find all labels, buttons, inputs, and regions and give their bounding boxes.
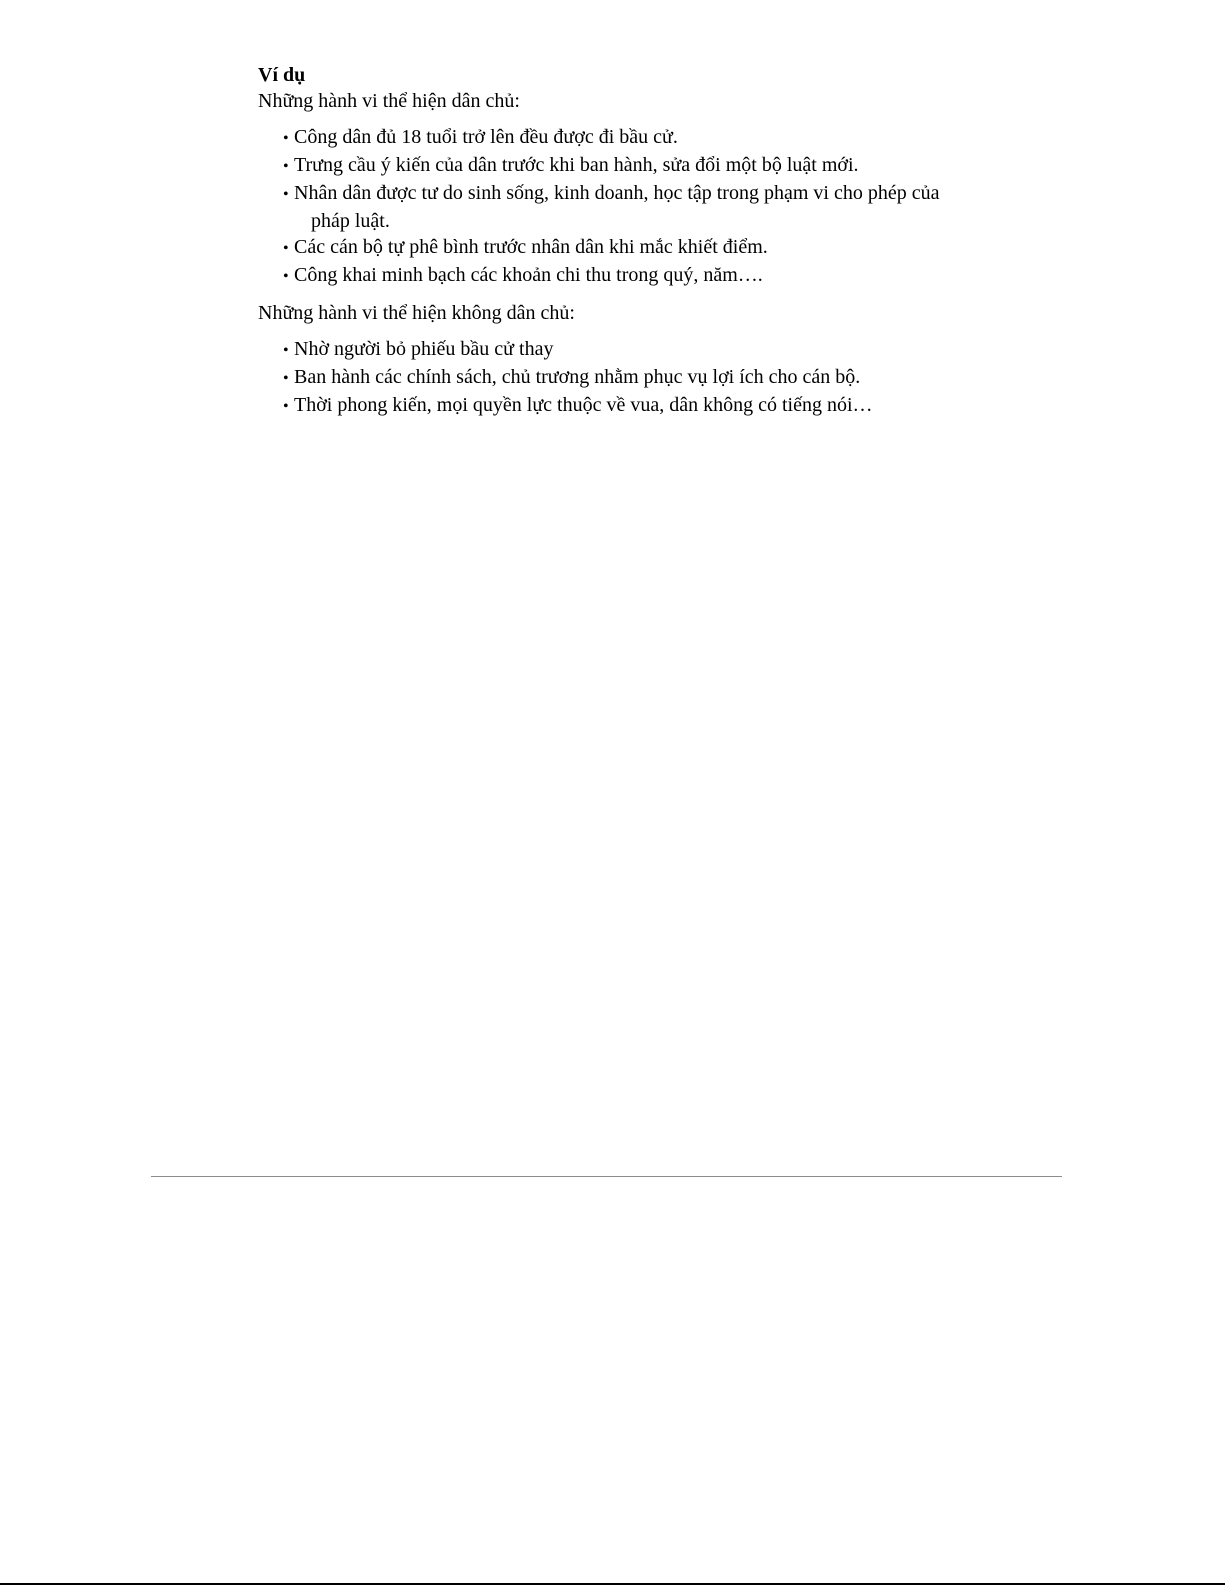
list-item: • Thời phong kiến, mọi quyền lực thuộc về vua, dân không có tiếng nói… bbox=[283, 392, 958, 420]
list-item: • Công khai minh bạch các khoản chi thu trong quý, năm…. bbox=[283, 262, 958, 290]
bullet-icon: • bbox=[283, 158, 289, 175]
list-item: • Công dân đủ 18 tuổi trở lên đều được đi bầu cử. bbox=[283, 124, 958, 152]
list-item: • Ban hành các chính sách, chủ trương nhằm phục vụ lợi ích cho cán bộ. bbox=[283, 364, 958, 392]
undemocratic-intro: Những hành vi thể hiện không dân chủ: bbox=[258, 302, 575, 324]
bullet-icon: • bbox=[283, 186, 289, 203]
bullet-icon: • bbox=[283, 130, 289, 147]
list-item: • Nhân dân được tư do sinh sống, kinh doanh, học tập trong phạm vi cho phép của pháp luật. bbox=[283, 182, 940, 232]
list-item: • Nhờ người bỏ phiếu bầu cử thay bbox=[283, 336, 958, 364]
document-content bbox=[258, 62, 958, 430]
democratic-intro: Những hành vi thể hiện dân chủ: bbox=[258, 90, 520, 112]
bullet-icon: • bbox=[283, 342, 289, 359]
list-item: • Trưng cầu ý kiến của dân trước khi ban hành, sửa đổi một bộ luật mới. bbox=[283, 152, 958, 180]
bullet-icon: • bbox=[283, 240, 289, 257]
footer-divider bbox=[151, 1176, 1062, 1177]
list-item: • Các cán bộ tự phê bình trước nhân dân khi mắc khiết điểm. bbox=[283, 234, 958, 262]
section-heading: Ví dụ bbox=[258, 64, 306, 86]
democratic-list bbox=[258, 124, 958, 290]
bullet-icon: • bbox=[283, 370, 289, 387]
bullet-icon: • bbox=[283, 398, 289, 415]
bullet-icon: • bbox=[283, 268, 289, 285]
undemocratic-list bbox=[258, 336, 958, 420]
